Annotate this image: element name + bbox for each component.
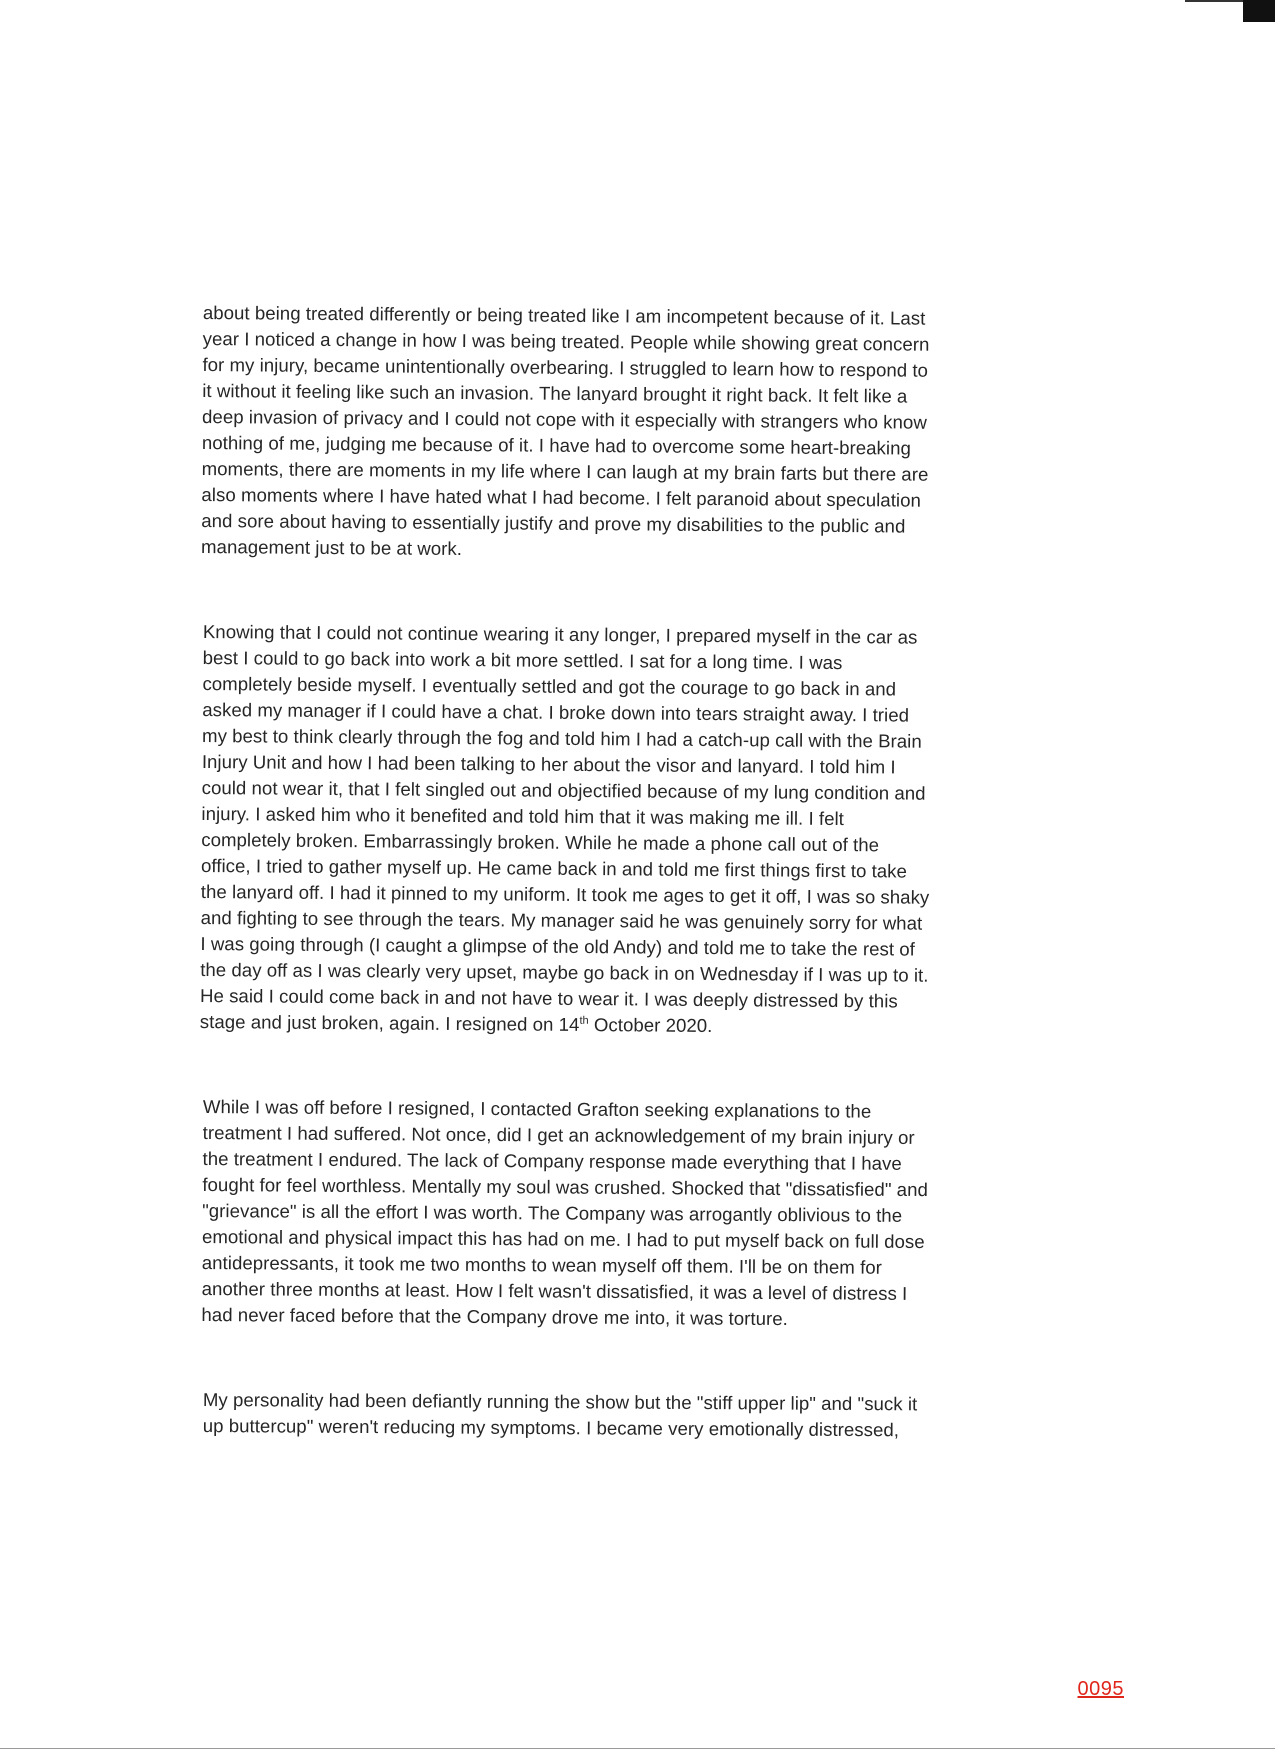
text-line: He said I could come back in and not have to wear it. I was deeply distressed by this	[199, 984, 898, 1012]
text-line: emotional and physical impact this has had on me. I had to put myself back on full dose	[201, 1225, 925, 1253]
text-line: Knowing that I could not continue wearing it any longer, I prepared myself in the car as	[202, 620, 918, 648]
text-line: moments, there are moments in my life where I can laugh at my brain farts but there are	[201, 457, 929, 485]
text-line: the treatment I endured. The lack of Company response made everything that I have	[202, 1147, 902, 1174]
text-line: up buttercup" weren't reducing my symptoms. I became very emotionally distressed,	[202, 1414, 900, 1441]
document-body	[199, 300, 1043, 1441]
text-line: year I noticed a change in how I was being treated. People while showing great concern	[202, 327, 930, 355]
text-line: for my injury, became unintentionally overbearing. I struggled to learn how to respond to	[202, 353, 929, 381]
corner-registration-mark	[1243, 0, 1275, 22]
text-line: Injury Unit and how I had been talking to her about the visor and lanyard. I told him I	[201, 750, 896, 778]
text-line: management just to be at work.	[200, 535, 463, 560]
corner-rule	[1185, 0, 1243, 2]
text-line: injury. I asked him who it benefited and told him that it was making me ill. I felt	[201, 802, 845, 830]
scan-edge-line	[0, 1748, 1275, 1749]
text-line: another three months at least. How I felt wasn't dissatisfied, it was a level of distress I	[201, 1277, 908, 1304]
text-line: I was going through (I caught a glimpse of the old Andy) and told me to take the rest of	[200, 932, 915, 960]
text-line: office, I tried to gather myself up. He came back in and told me first things first to take	[200, 854, 908, 882]
text-line-end: October 2020.	[588, 1014, 713, 1037]
text-line: and sore about having to essentially justify and prove my disabilities to the public and	[201, 509, 906, 537]
text-line: my best to think clearly through the fog and told him I had a catch-up call with the Brain	[202, 724, 922, 752]
text-line: While I was off before I resigned, I contacted Grafton seeking explanations to the	[202, 1096, 872, 1122]
text-line: fought for feel worthless. Mentally my soul was crushed. Shocked that "dissatisfied" and	[202, 1173, 928, 1201]
page-number: 0095	[1077, 1678, 1124, 1700]
text-line: My personality had been defiantly running the show but the "stiff upper lip" and "suck it	[202, 1389, 918, 1415]
text-line: also moments where I have hated what I had become. I felt paranoid about speculation	[201, 483, 922, 511]
text-line: it without it feeling like such an invasion. The lanyard brought it right back. It felt like a	[202, 379, 908, 407]
text-line: the lanyard off. I had it pinned to my uniform. It took me ages to get it off, I was so shaky	[200, 880, 930, 908]
paragraph	[200, 619, 1043, 1042]
text-line: nothing of me, judging me because of it. I have had to overcome some heart-breaking	[201, 431, 912, 459]
text-line: asked my manager if I could have a chat. I broke down into tears straight away. I tried	[202, 698, 910, 726]
text-line: deep invasion of privacy and I could not cope with it especially with strangers who know	[202, 405, 927, 433]
text-line: completely beside myself. I eventually settled and got the courage to go back in and	[202, 672, 897, 700]
text-line: stage and just broken, again. I resigned on 14	[199, 1010, 580, 1035]
text-line: "grievance" is all the effort I was worth. The Company was arrogantly oblivious to the	[202, 1199, 903, 1226]
paragraph	[203, 1387, 1043, 1444]
paragraph	[201, 300, 1043, 567]
text-line: about being treated differently or being treated like I am incompetent because of it. Last	[202, 301, 926, 329]
text-line: could not wear it, that I felt singled out and objectified because of my lung condition and	[201, 776, 926, 804]
text-line: best I could to go back into work a bit more settled. I sat for a long time. I was	[202, 646, 843, 674]
text-line: had never faced before that the Company drove me into, it was torture.	[201, 1303, 788, 1330]
text-line: and fighting to see through the tears. My manager said he was genuinely sorry for what	[200, 906, 923, 934]
text-line: antidepressants, it took me two months to wean myself off them. I'll be on them for	[201, 1251, 883, 1278]
ordinal-suffix: th	[579, 1014, 589, 1027]
text-line: treatment I had suffered. Not once, did I get an acknowledgement of my brain injury or	[202, 1121, 915, 1148]
paragraph	[201, 1094, 1043, 1334]
text-line: the day off as I was clearly very upset, maybe go back in on Wednesday if I was up to it.	[200, 958, 929, 986]
text-line: completely broken. Embarrassingly broken. While he made a phone call out of the	[201, 828, 880, 856]
